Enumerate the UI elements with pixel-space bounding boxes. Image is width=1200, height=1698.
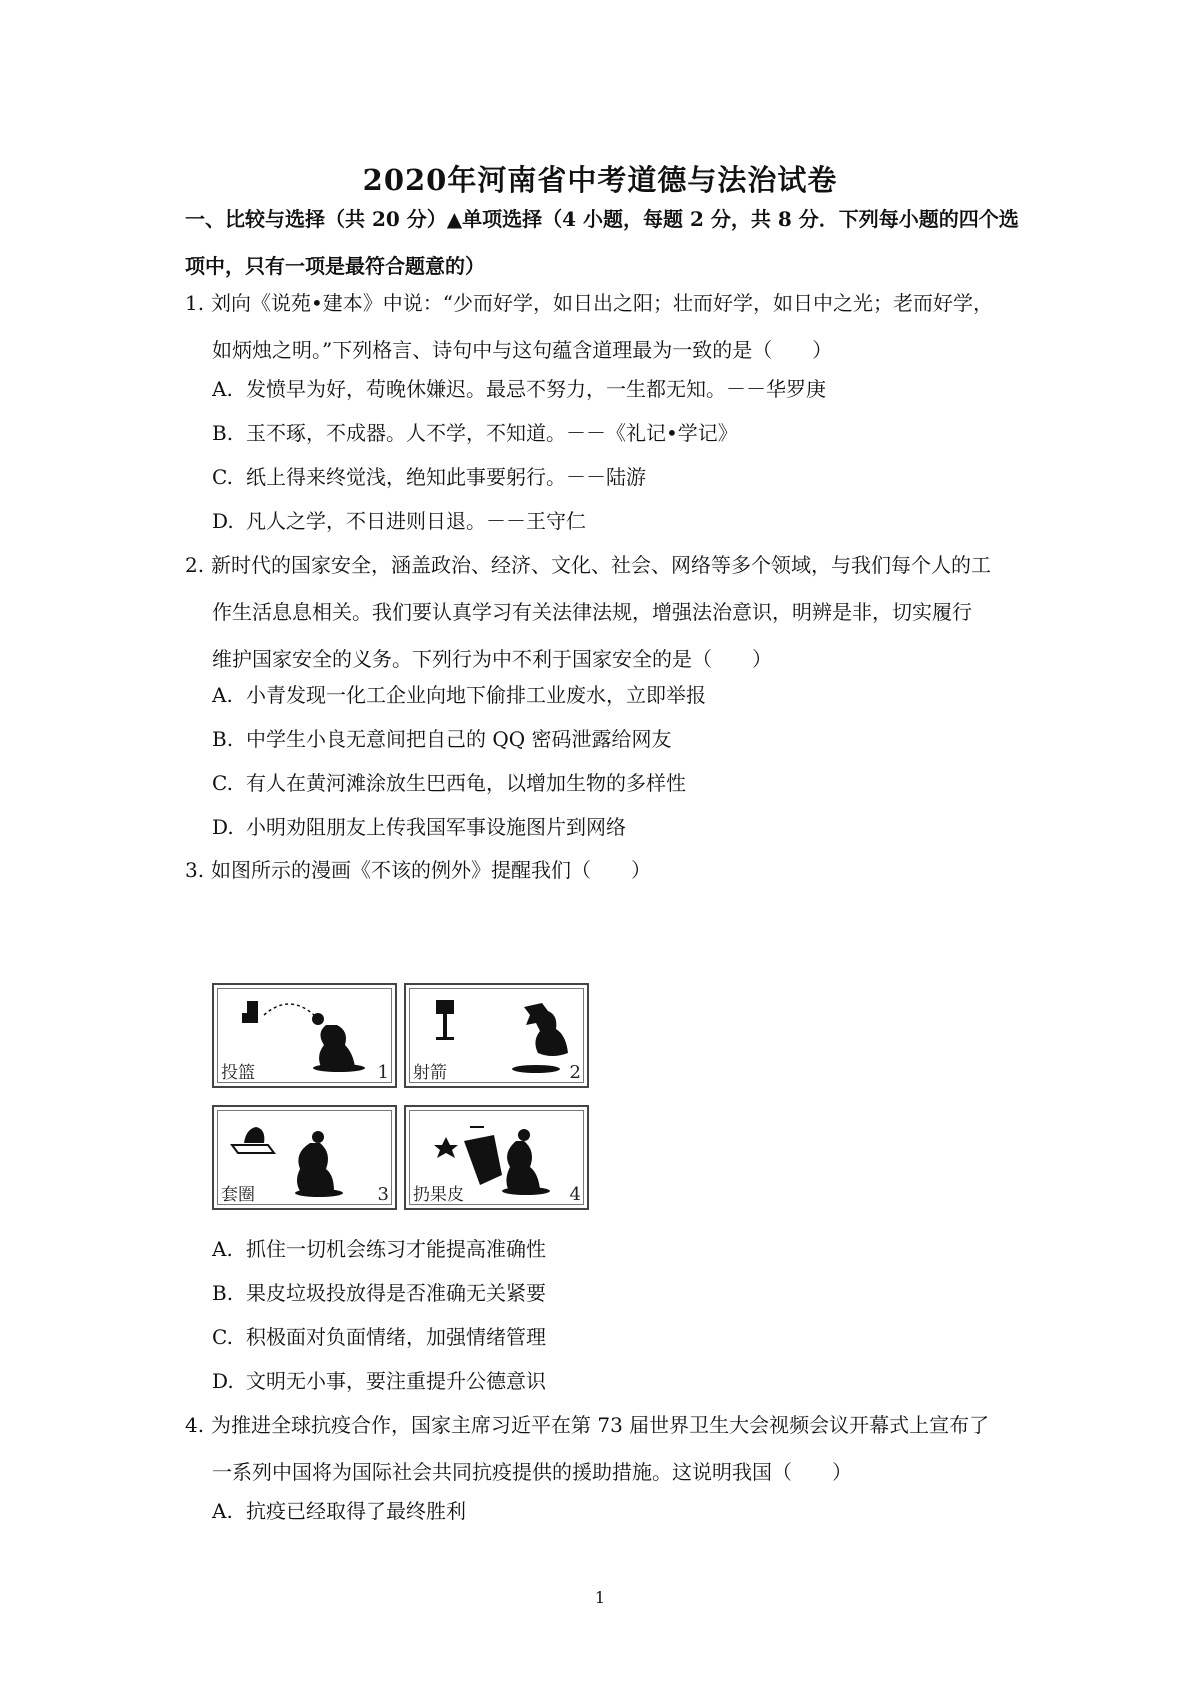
option-4a: A. 抗疫已经取得了最终胜利 [212,1499,466,1523]
question-line: 维护国家安全的义务。下列行为中不利于国家安全的是（ ） [212,647,772,671]
option-3a: A. 抓住一切机会练习才能提高准确性 [212,1237,546,1261]
question-number: 2. [185,553,205,577]
comic-panel-4 [404,1105,589,1210]
comic-caption: 射箭 [413,1063,447,1083]
question-line: 2. 新时代的国家安全，涵盖政治、经济、文化、社会、网络等多个领域，与我们每个人的工 [185,542,1035,589]
question-4 [185,1402,1035,1496]
question-line: 作生活息息相关。我们要认真学习有关法律法规，增强法治意识，明辨是非，切实履行 [212,600,972,624]
question-number: 1. [185,291,205,315]
comic-caption: 套圈 [221,1185,255,1205]
comic-panel-number: 1 [377,1062,389,1083]
section-heading [185,196,1035,290]
question-number: 3. [185,858,205,882]
option-1b: B. 玉不琢，不成器。人不学，不知道。－－《礼记•学记》 [212,421,738,445]
option-1d: D. 凡人之学，不日进则日退。－－王守仁 [212,509,586,533]
option-1c: C. 纸上得来终觉浅，绝知此事要躬行。－－陆游 [212,465,646,489]
question-1 [185,280,1035,374]
option-2b: B. 中学生小良无意间把自己的 QQ 密码泄露给网友 [212,727,672,751]
comic-panel-2 [404,983,589,1088]
comic-panel-3 [212,1105,397,1210]
comic-panel-1 [212,983,397,1088]
comic-strip [212,983,597,1211]
question-line: 1. 刘向《说苑•建本》中说：“少而好学，如日出之阳；壮而好学，如日中之光；老而好学， [185,280,1035,327]
comic-panel-number: 2 [569,1062,581,1083]
question-line: 如炳烛之明。”下列格言、诗句中与这句蕴含道理最为一致的是（ ） [212,338,833,362]
exam-title: 2020年河南省中考道德与法治试卷 [362,163,838,197]
question-number: 4. [185,1413,205,1437]
question-line: 3. 如图所示的漫画《不该的例外》提醒我们（ ） [185,847,1035,894]
question-3 [185,847,1035,894]
comic-caption: 扔果皮 [413,1185,464,1205]
option-3b: B. 果皮垃圾投放得是否准确无关紧要 [212,1281,546,1305]
option-1a: A. 发愤早为好，苟晚休嫌迟。最忌不努力，一生都无知。－－华罗庚 [212,377,826,401]
comic-caption: 投篮 [221,1063,255,1083]
option-3d: D. 文明无小事，要注重提升公德意识 [212,1369,546,1393]
section-heading-line: 一、比较与选择（共 20 分）▲单项选择（4 小题，每题 2 分，共 8 分．下列每小题的四个选 [185,207,1019,231]
question-line: 一系列中国将为国际社会共同抗疫提供的援助措施。这说明我国（ ） [212,1460,852,1484]
option-2c: C. 有人在黄河滩涂放生巴西龟，以增加生物的多样性 [212,771,686,795]
comic-panel-number: 3 [377,1184,389,1205]
comic-panel-number: 4 [569,1184,581,1205]
question-2 [185,542,1035,683]
page-number: 1 [594,1588,606,1607]
section-heading-line: 项中，只有一项是最符合题意的） [185,254,485,278]
option-2d: D. 小明劝阻朋友上传我国军事设施图片到网络 [212,815,626,839]
option-2a: A. 小青发现一化工企业向地下偷排工业废水，立即举报 [212,683,706,707]
option-3c: C. 积极面对负面情绪，加强情绪管理 [212,1325,546,1349]
question-line: 4. 为推进全球抗疫合作，国家主席习近平在第 73 届世界卫生大会视频会议开幕式上宣布了 [185,1402,1035,1449]
